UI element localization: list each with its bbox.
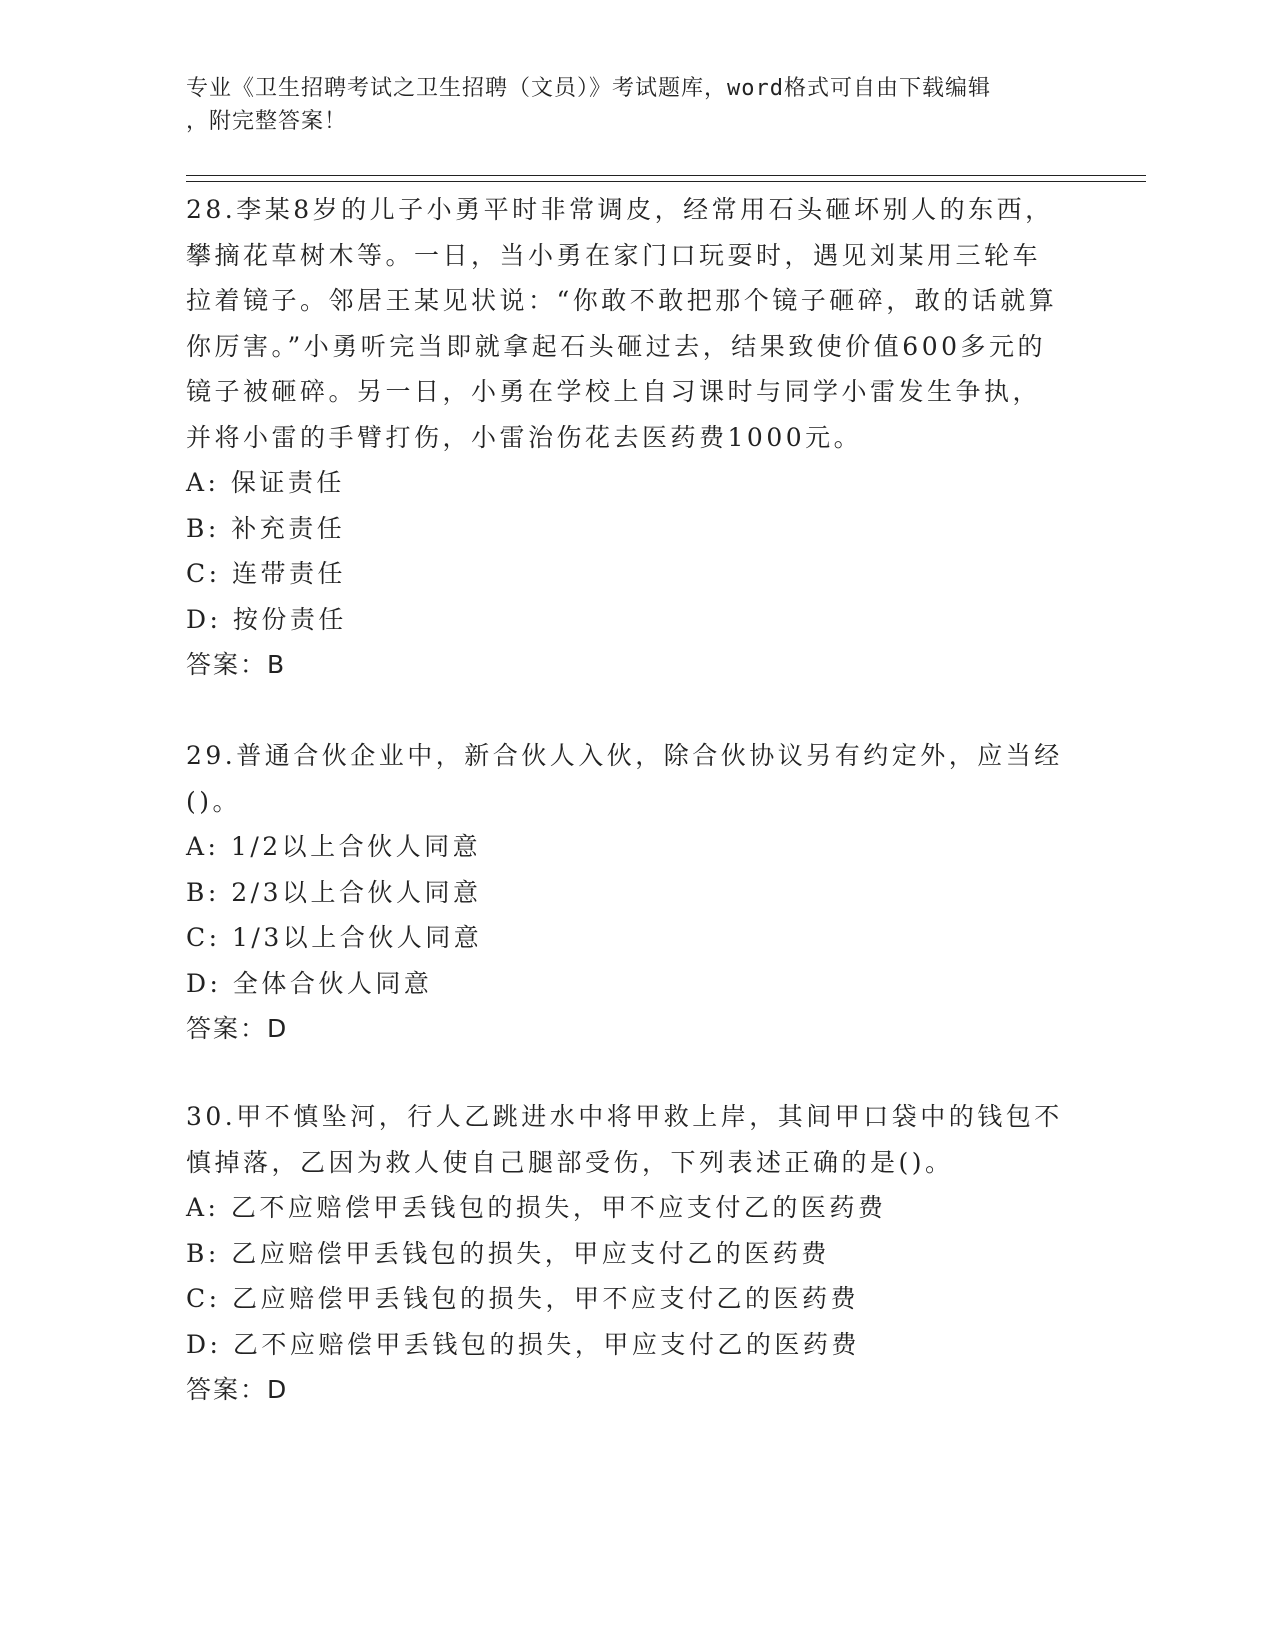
document-header	[186, 72, 1066, 138]
question-29	[186, 733, 1066, 1052]
option-d: D: 全体合伙人同意	[186, 968, 433, 998]
question-28	[186, 187, 1066, 688]
option-a: A: 保证责任	[186, 468, 345, 497]
option-d: D: 乙不应赔偿甲丢钱包的损失，甲应支付乙的医药费	[186, 1329, 860, 1359]
question-text: 29.普通合伙企业中，新合伙人入伙，除合伙协议另有约定外，应当经()。	[186, 741, 1063, 816]
option-b: B: 乙应赔偿甲丢钱包的损失，甲应支付乙的医药费	[186, 1238, 830, 1268]
answer: 答案：B	[186, 650, 287, 679]
question-text: 30.甲不慎坠河，行人乙跳进水中将甲救上岸，其间甲口袋中的钱包不慎掉落，乙因为救人使自己腿部受伤，下列表述正确的是()。	[186, 1102, 1063, 1177]
option-d: D: 按份责任	[186, 604, 347, 634]
answer: 答案：D	[186, 1375, 289, 1404]
question-text: 28.李某8岁的儿子小勇平时非常调皮，经常用石头砸坏别人的东西，攀摘花草树木等。一日，当小勇在家门口玩耍时，遇见刘某用三轮车拉着镜子。邻居王某见状说：“你敢不敢把那个镜子砸碎，敢的话就算你厉害。”小勇听完当即就拿起石头砸过去，结果致使价值600多元的镜子被砸碎。另一日，小勇在学校上自习课时与同学小雷发生争执，并将小雷的手臂打伤，小雷治伤花去医药费1000元。	[186, 195, 1058, 452]
header-divider-top	[186, 175, 1146, 176]
header-line-2: ，附完整答案！	[186, 109, 348, 134]
option-a: A: 乙不应赔偿甲丢钱包的损失，甲不应支付乙的医药费	[186, 1193, 887, 1222]
question-30	[186, 1094, 1066, 1413]
option-c: C: 乙应赔偿甲丢钱包的损失，甲不应支付乙的医药费	[186, 1284, 860, 1313]
option-a: A: 1/2以上合伙人同意	[186, 832, 482, 861]
option-b: B: 2/3以上合伙人同意	[186, 877, 482, 907]
header-divider-bottom	[186, 181, 1146, 182]
header-line-1: 专业《卫生招聘考试之卫生招聘（文员）》考试题库，word格式可自由下载编辑	[186, 76, 991, 101]
option-b: B: 补充责任	[186, 513, 346, 543]
option-c: C: 1/3以上合伙人同意	[186, 923, 483, 952]
option-c: C: 连带责任	[186, 559, 346, 588]
answer: 答案：D	[186, 1014, 289, 1043]
